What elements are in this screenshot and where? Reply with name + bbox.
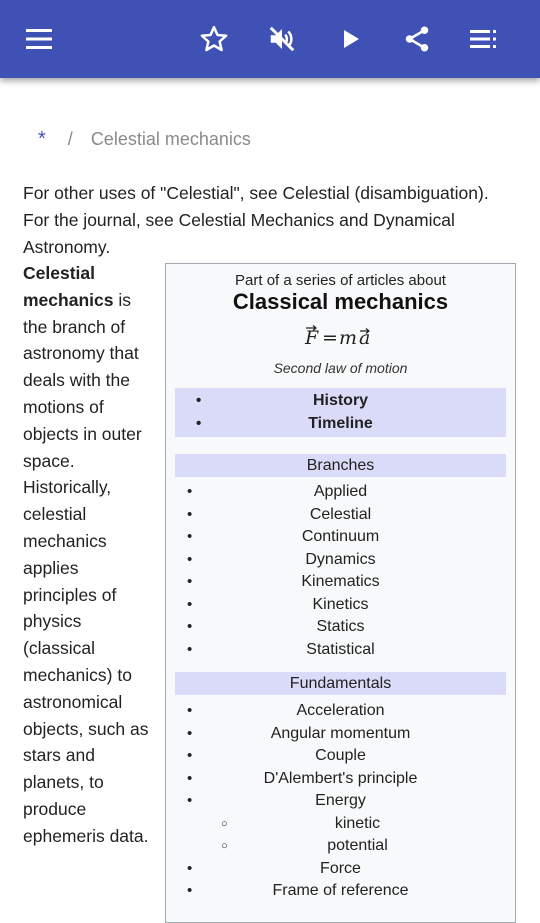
fundamental-link-item[interactable]: • Couple xyxy=(166,745,515,768)
branch-link-item[interactable]: • Statics xyxy=(166,616,515,639)
branches-header[interactable]: Branches xyxy=(175,454,506,477)
infobox-top-link-item[interactable]: • Timeline xyxy=(175,413,506,436)
volume-off-icon[interactable] xyxy=(262,19,302,59)
branch-link-item[interactable]: • Continuum xyxy=(166,526,515,549)
article-body xyxy=(23,260,155,850)
fundamental-link-item[interactable]: ○ kinetic xyxy=(166,813,515,836)
fundamental-link-item[interactable]: • Energy xyxy=(166,790,515,813)
formula-image xyxy=(303,323,379,349)
svg-text:=: = xyxy=(321,327,338,349)
infobox-title[interactable]: Classical mechanics xyxy=(232,289,449,314)
breadcrumb-separator: / xyxy=(67,129,73,149)
branch-link-item[interactable]: • Celestial xyxy=(166,504,515,527)
infobox-top-links xyxy=(175,388,506,437)
list-icon[interactable] xyxy=(464,19,504,59)
menu-icon[interactable] xyxy=(20,19,60,59)
play-icon[interactable] xyxy=(330,19,370,59)
infobox xyxy=(165,263,516,923)
star-icon[interactable] xyxy=(194,19,234,59)
article-text: is the branch of astronomy that deals with the motions of objects in outer space. Historically, celestial mechanics applies principles of physics (classical mechanics) to astronomical objects, such as stars and planets, to produce ephemeris data. xyxy=(23,289,149,846)
share-icon[interactable] xyxy=(397,19,437,59)
branch-link-item[interactable]: • Applied xyxy=(166,481,515,504)
branch-link-item[interactable]: • Dynamics xyxy=(166,549,515,572)
branch-link-item[interactable]: • Kinematics xyxy=(166,571,515,594)
hatnote: For other uses of "Celestial", see Celestial (disambiguation). For the journal, see Celestial Mechanics and Dynamical Astronomy. xyxy=(23,183,489,257)
fundamental-link-item[interactable]: • Frame of reference xyxy=(166,880,515,903)
svg-text:m: m xyxy=(338,327,357,349)
fundamental-link-item[interactable]: ○ potential xyxy=(166,835,515,858)
breadcrumb xyxy=(38,128,251,151)
fundamental-link-item[interactable]: • Acceleration xyxy=(166,700,515,723)
branch-link-item[interactable]: • Statistical xyxy=(166,639,515,662)
infobox-caption: Second law of motion xyxy=(273,360,408,376)
article-term: Celestial mechanics xyxy=(23,263,114,310)
fundamental-link-item[interactable]: • D'Alembert's principle xyxy=(166,768,515,791)
svg-text:a: a xyxy=(358,327,370,349)
branch-link-item[interactable]: • Kinetics xyxy=(166,594,515,617)
fundamental-link-item[interactable]: • Angular momentum xyxy=(166,723,515,746)
app-bar xyxy=(0,0,540,78)
breadcrumb-current: Celestial mechanics xyxy=(90,129,251,149)
fundamental-link-item[interactable]: • Force xyxy=(166,858,515,881)
infobox-pretitle: Part of a series of articles about xyxy=(235,272,446,289)
svg-text:F: F xyxy=(304,327,318,349)
infobox-formula xyxy=(166,323,515,354)
breadcrumb-home[interactable]: * xyxy=(38,128,46,150)
infobox-top-link-item[interactable]: • History xyxy=(175,390,506,413)
fundamentals-header[interactable]: Fundamentals xyxy=(175,672,506,695)
